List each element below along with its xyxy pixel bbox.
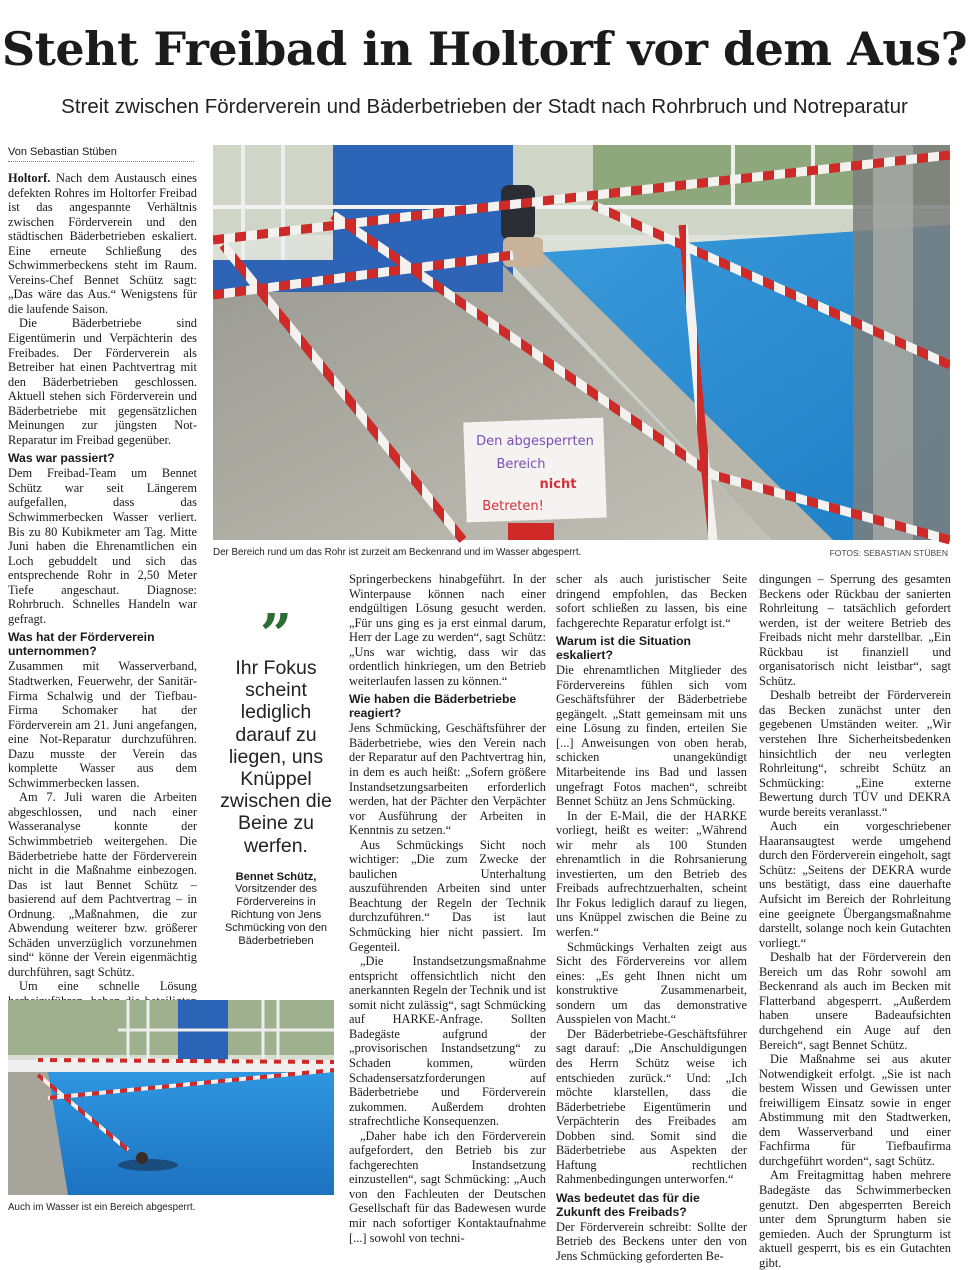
sign-line-3: nicht (539, 477, 577, 492)
byline: Von Sebastian Stüben (8, 146, 194, 162)
pull-quote (216, 602, 336, 965)
paragraph: Schmückings Verhalten zeigt aus Sicht des Fördervereins vor allem eines: „Es geht Ihnen nicht um konstruktive Zusammenarbeit, sondern um das demonstrative Ausspielen von Macht.“ (556, 939, 747, 1027)
second-photo (8, 1000, 334, 1195)
paragraph: scher als auch juristischer Seite dringend empfohlen, das Becken sofort schließen zu lassen, bis eine fachgerechte Reparatur erfolgt ist.“ (556, 572, 747, 630)
subheadline: Streit zwischen Förderverein und Bäderbetrieben der Stadt nach Rohrbruch und Notreparatur (61, 95, 908, 118)
sign-line-4: Betreten! (482, 499, 544, 514)
quote-author: Bennet Schütz, (235, 870, 317, 883)
article-column-3 (349, 572, 546, 1245)
paragraph: In der E-Mail, die der HARKE vorliegt, heißt es weiter: „Während wir mehr als 100 Stunden ehrenamtlich in die Rohrsanierung investierten, um den Betrieb des Freibads aufrechtzuerhalten, scheint Ihr Fokus lediglich darauf zu liegen, uns Knüppel zwischen die Beine zu werfen.“ (556, 808, 747, 940)
headline: Steht Freibad in Holtorf vor dem Aus? (1, 22, 968, 76)
quote-role: Vorsitzender des Fördervereins in Richtung von Jens Schmücking von den Bäderbetrieben (224, 882, 328, 947)
dateline: Holtorf. (8, 171, 51, 185)
sign-line-1: Den abgesperrten (476, 434, 594, 449)
main-photo (213, 145, 950, 540)
article-column-1 (8, 171, 197, 994)
paragraph: Um eine schnelle Lösung (19, 979, 197, 994)
paragraph (8, 171, 197, 316)
section-heading: Was bedeutet das für die Zukunft des Freibads? (556, 1190, 700, 1219)
paragraph: dingungen – Sperrung des gesamten Beckens oder Rückbau der sanierten Rohrleitung – tatsächlich gefordert werden, ist der weitere Betrieb des Freibads nicht mehr darstellbar. „Ein Rückbau ist finanziell und organisatorisch nicht leistbar“, sagt Schütz. (759, 572, 951, 688)
paragraph: Aus Schmückings Sicht noch wichtiger: „Die zum Zwecke der baulichen Unterhaltung auszuführenden Arbeiten sind unter Beachtung der Regeln der Technik durchzuführen.“ Das ist laut Schmücking hier nicht passiert. Im Gegenteil. (349, 837, 546, 954)
paragraph: Die Maßnahme sei aus akuter Notwendigkeit erfolgt. „Sie ist nach bestem Wissen und Gewissen unter freiwilligem Einsatz sowie in enger Abstimmung mit den Stadtwerken, dem Wasserverband und einer Fachfirma für Tiefbaufirma durchgeführt worden“, sagt Schütz. (759, 1052, 951, 1168)
article-column-4 (556, 572, 747, 1263)
paragraph: Am 7. Juli waren die Arbeiten abgeschlossen, und nach einer Wasseranalyse konnte der Schwimmbetrieb weitergehen. Die Bäderbetriebe hatte der Förderverein nicht in die Maßnahme einbezogen. Das ist laut Bennet Schütz – basierend auf dem Pachtvertrag – in Ordnung. „Maßnahmen, die zur Abwendung weiterer bzw. größerer Schäden unverzüglich vorzunehmen sind“ könne der Verein eigenmächtig durchführen, sagt Schütz. (8, 790, 197, 979)
paragraph: „Die Instandsetzungsmaßnahme entspricht offensichtlich nicht den anerkannten Regeln der Technik und ist somit nicht zulässig“, sagt Schmücking auf HARKE-Anfrage. Sollten Badegäste aufgrund der „provisorischen Instandsetzung“ zu Schaden kommen, würden Schadensersatzforderungen auf Bäderbetriebe und Förderverein zukommen. Außerdem drohten strafrechtliche Konsequenzen. (349, 954, 546, 1129)
section-heading: Warum ist die Situation eskaliert? (556, 634, 691, 663)
paragraph: „Daher habe ich den Förderverein aufgefordert, den Betrieb bis zur fachgerechten Instandsetzung einzustellen“, sagt Schmücking: „Auch von den Fachleuten der Deutschen Gesellschaft für das Badewesen wurde mir nach sofortiger Kontaktaufnahme [...] sowohl von techni- (349, 1128, 546, 1245)
section-heading: Was war passiert? (8, 451, 115, 466)
photo-credit: FOTOS: SEBASTIAN STÜBEN (829, 548, 948, 558)
paragraph: Auch ein vorgeschriebener Haaransaugtest werde umgehend durch den Förderverein eingeholt, sagt Schütz: „Seitens der DEKRA wurde uns bestätigt, dass eine dauerhafte Aufsicht im Bereich der Rohrleitung eine geeignete Übergangsmaßnahme darstellt, solange noch kein Gutachten vorliegt.“ (759, 819, 951, 950)
paragraph: Zusammen mit Wasserverband, Stadtwerken, Feuerwehr, der Sanitär-Firma Schalwig und der Tiefbau-Firma Schomaker hat der Förderverein am 21. Juni angefangen, eine Not-Reparatur durchzuführen. Dazu musste der Verein das komplette Wasser aus dem Schwimmerbecken lassen. (8, 659, 197, 790)
swimmer-photo (8, 1000, 334, 1195)
quote-text: Ihr Fokus scheint lediglich darauf zu liegen, uns Knüppel zwischen die Beine zu werfen. (220, 657, 332, 857)
section-heading: Wie haben die Bäderbetriebe reagiert? (349, 692, 517, 721)
paragraph: Jens Schmücking, Geschäftsführer der Bäderbetriebe, wies den Verein nach der Reparatur auf den Pachtvertrag hin, in dem es auch heißt: „Sofern größere Instandsetzungsarbeiten erforderlich werden, hat der Pächter den Verpächter vor Ausführung der Arbeiten in Kenntnis zu setzen.“ (349, 721, 546, 838)
paragraph: Dem Freibad-Team um Bennet Schütz war seit Längerem aufgefallen, dass das Schwimmerbecken Wasser verliert. Bis zu 80 Kubikmeter am Tag. Mitte Juni haben die Ehrenamtlichen ein Loch gebuddelt und sich das entsprechende Rohr in 2,50 Meter Tiefe angeschaut. Diagnose: Rohrbruch. Schnelles Handeln war gefragt. (8, 466, 197, 626)
paragraph: Deshalb betreibt der Förderverein das Becken zunächst unter den gegebenen Umständen weiter. „Wir verstehen Ihre Sicherheitsbedenken hinsichtlich der neu verlegten Rohrleitung“, schreibt Schütz an Schmücking: „Eine externe Bewertung durch TÜV und DEKRA wurde bereits veranlasst.“ (759, 688, 951, 819)
pool-barrier-photo (213, 145, 950, 540)
quote-mark-icon: ” (259, 602, 293, 668)
paragraph: Die Bäderbetriebe sind Eigentümerin und Verpächterin des Freibades. Der Förderverein als Betreiber hat einen Pachtvertrag mit den Bäderbetrieben geschlossen. Aktuell stehen sich Förderverein und Bäderbetriebe mit gegensätzlichen Meinungen zur jüngsten Not-Reparatur im Freibad gegenüber. (8, 316, 197, 447)
sign-line-2: Bereich (496, 457, 546, 472)
second-photo-caption: Auch im Wasser ist ein Bereich abgesperrt. (8, 1202, 196, 1213)
section-heading: Was hat der Förderverein unternommen? (8, 630, 155, 659)
paragraph: Deshalb hat der Förderverein den Bereich um das Rohr sowohl am Beckenrand als auch im Becken mit Flatterband abgesperrt. „Außerdem haben unsere Badeaufsichten durchgehend ein Auge auf den Bereich“, sagt Bennet Schütz. (759, 950, 951, 1052)
paragraph-text: Nach dem Austausch eines defekten Rohres im Holtorfer Freibad ist das angespannte Verhältnis zwischen Förderverein und den städtischen Bäderbetrieben eskaliert. Eine erneute Schließung des Schwimmerbeckens steht im Raum. Vereins-Chef Bennet Schütz sagt: „Das wäre das Aus.“ Wenigstens für die laufende Saison. (8, 171, 197, 316)
article-column-5 (759, 572, 951, 1270)
paragraph: Der Förderverein schreibt: Sollte der Betrieb des Beckens unter den von Jens Schmücking geforderten Be- (556, 1219, 747, 1263)
main-photo-caption: Der Bereich rund um das Rohr ist zurzeit am Beckenrand und im Wasser abgesperrt. (213, 547, 582, 558)
paragraph: Die ehrenamtlichen Mitglieder des Fördervereins fühlen sich vom Geschäftsführer der Bäderbetriebe gegängelt. „Statt gemeinsam mit uns eine Lösung zu finden, erteilen Sie [...] Anweisungen von oben herab, schicken unangekündigt Mitarbeitende ins Bad und lassen ungefragt Fotos machen“, schreibt Bennet Schütz an Jens Schmücking. (556, 663, 747, 809)
paragraph: Am Freitagmittag haben mehrere Badegäste das Schwimmerbecken genutzt. Den abgesperrten Bereich unter dem Sprungturm haben sie gemieden. Auch der Sprungturm ist aktuell gesperrt, bis es ein Gutachten gibt. (759, 1168, 951, 1270)
paragraph: Springerbeckens hinabgeführt. In der Winterpause können nach einer endgültigen Lösung gesucht werden. „Für uns ging es ja erst einmal darum, Herr der Lage zu werden“, sagt Schütz: „Uns war wichtig, dass wir das ordentlich hinkriegen, um den Betrieb weiterlaufen lassen zu können.“ (349, 572, 546, 688)
paragraph: Der Bäderbetriebe-Geschäftsführer sagt darauf: „Die Anschuldigungen des Herrn Schütz weise ich entschieden zurück.“ Und: „Ich möchte klarstellen, dass die Bäderbetriebe Eigentümerin und Verpächterin des Freibades am Dobben sind. Somit sind die Bäderbetriebe aus Aspekten der Haftung rechtlichen Rahmenbedingungen unterworfen.“ (556, 1026, 747, 1187)
